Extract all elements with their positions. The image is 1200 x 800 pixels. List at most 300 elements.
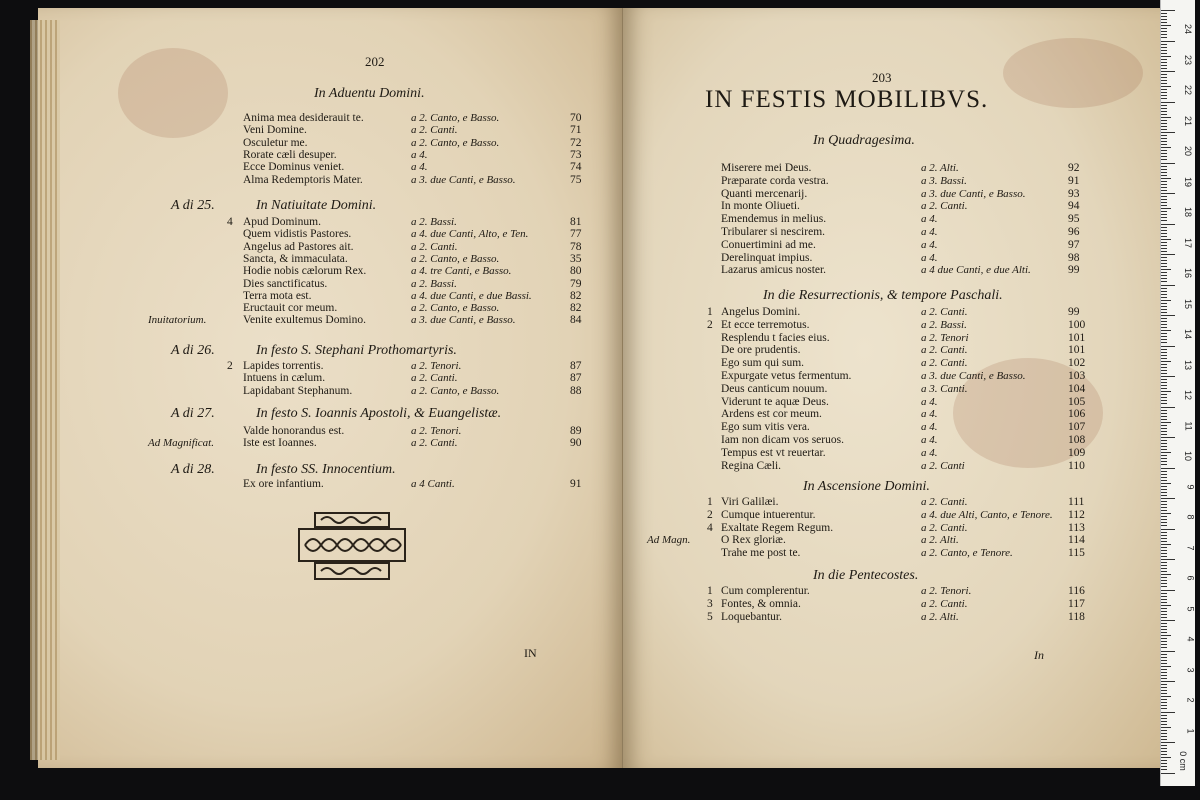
- ruler-tick: [1161, 281, 1167, 282]
- entry-title: Apud Dominum.: [243, 216, 321, 228]
- ruler-tick: [1161, 416, 1167, 417]
- ruler-tick: [1161, 440, 1167, 441]
- entry-title: Tempus est vt reuertar.: [721, 446, 826, 459]
- entry-title: Rorate cæli desuper.: [243, 148, 337, 161]
- ruler-tick: [1161, 278, 1167, 279]
- ruler-tick: [1161, 525, 1167, 526]
- entry-page-number: 78: [570, 240, 582, 253]
- ruler-tick: [1161, 251, 1167, 252]
- ruler-tick: [1161, 208, 1171, 209]
- ruler-tick: [1161, 376, 1175, 377]
- ruler-tick: [1161, 77, 1167, 78]
- entry-title: Viri Galilæi.: [721, 496, 779, 508]
- ruler-tick: [1161, 620, 1175, 621]
- entry-voices: a 2. Canti.: [411, 437, 458, 450]
- entry-voices: a 4.: [921, 434, 938, 446]
- ruler-tick: [1161, 266, 1167, 267]
- ruler-tick: [1161, 288, 1167, 289]
- entry-title: Iam non dicam vos seruos.: [721, 434, 844, 446]
- entry-page-number: 99: [1068, 264, 1080, 277]
- entry-title: Ego sum qui sum.: [721, 357, 805, 370]
- section-heading: In Aduentu Domini.: [314, 86, 425, 101]
- ruler-tick: [1161, 391, 1171, 392]
- ruler-tick: [1161, 474, 1167, 475]
- ruler-tick: [1161, 769, 1167, 770]
- entry-page-number: 35: [570, 252, 582, 265]
- entry-page-number: 113: [1068, 521, 1085, 534]
- ruler-tick: [1161, 583, 1167, 584]
- open-book: [38, 8, 1160, 768]
- entry-voices: a 2. Canti: [921, 459, 965, 472]
- ruler-tick: [1161, 202, 1167, 203]
- ruler-tick: [1161, 254, 1175, 255]
- entry-title: In monte Oliueti.: [721, 200, 800, 213]
- ruler-tick: [1161, 346, 1175, 347]
- entry-title: Tribularer si nescirem.: [721, 226, 826, 238]
- entry-title: Expurgate vetus fermentum.: [721, 370, 852, 382]
- ruler-tick: [1161, 68, 1167, 69]
- ruler-tick: [1161, 364, 1167, 365]
- date-label: A di 28.: [171, 462, 215, 477]
- date-label: A di 26.: [171, 343, 215, 358]
- ruler-tick: [1161, 751, 1167, 752]
- entry-page-number: 71: [570, 124, 582, 137]
- ruler-tick: [1161, 599, 1167, 600]
- entry-voices: a 3. Canti.: [921, 382, 968, 395]
- ruler-tick: [1161, 477, 1167, 478]
- ruler-tick: [1161, 220, 1167, 221]
- ruler-tick: [1161, 651, 1175, 652]
- entry-title: Regina Cæli.: [721, 459, 782, 472]
- entry-voices: a 2. Canti.: [921, 200, 968, 213]
- catchword: IN: [524, 646, 537, 660]
- entry-voices: a 4 Canti.: [411, 478, 455, 490]
- ruler-tick: [1161, 678, 1167, 679]
- entry-page-number: 106: [1068, 408, 1086, 421]
- entry-title: Iste est Ioannes.: [243, 437, 317, 450]
- ruler-tick: [1161, 568, 1167, 569]
- ruler-label: 20: [1182, 145, 1193, 157]
- ruler-tick: [1161, 538, 1167, 539]
- ruler-tick: [1161, 510, 1167, 511]
- ruler-tick: [1161, 647, 1167, 648]
- ruler-tick: [1161, 763, 1167, 764]
- entry-title: Angelus Domini.: [721, 306, 801, 318]
- entry-title: De ore prudentis.: [721, 344, 801, 357]
- entry-page-number: 118: [1068, 610, 1085, 623]
- ruler-tick: [1161, 760, 1167, 761]
- date-label: A di 27.: [171, 406, 215, 421]
- entry-title: Miserere mei Deus.: [721, 162, 812, 174]
- ruler-tick: [1161, 425, 1167, 426]
- entry-voices: a 4.: [411, 148, 428, 161]
- ruler-tick: [1161, 382, 1167, 383]
- ruler-tick: [1161, 269, 1171, 270]
- ruler-tick: [1161, 144, 1167, 145]
- entry-voices: a 2. Tenori.: [411, 425, 462, 437]
- ruler-tick: [1161, 129, 1167, 130]
- ruler-tick: [1161, 123, 1167, 124]
- ruler-tick: [1161, 407, 1175, 408]
- entry-page-number: 87: [570, 360, 582, 372]
- ruler-tick: [1161, 708, 1167, 709]
- entry-voices: a 2. Tenori.: [921, 585, 972, 597]
- ruler-tick: [1161, 260, 1167, 261]
- entry-title: Veni Domine.: [243, 124, 307, 137]
- ruler-tick: [1161, 336, 1167, 337]
- entry-voices: a 2. Canto, e Basso.: [411, 136, 500, 149]
- entry-page-number: 87: [570, 372, 582, 385]
- ruler-tick: [1161, 635, 1171, 636]
- ruler-tick: [1161, 385, 1167, 386]
- entry-title: Trahe me post te.: [721, 547, 801, 560]
- entry-page-number: 104: [1068, 382, 1086, 395]
- entry-title: Anima mea desiderauit te.: [243, 112, 364, 124]
- ruler-label: 22: [1182, 84, 1193, 96]
- entry-voices: a 4.: [921, 408, 938, 421]
- entry-title: Quanti mercenarij.: [721, 187, 808, 200]
- ruler-tick: [1161, 275, 1167, 276]
- entry-title: Intuens in cælum.: [243, 372, 326, 385]
- ruler-tick: [1161, 562, 1167, 563]
- ruler-tick: [1161, 605, 1171, 606]
- entry-voices: a 4.: [921, 446, 938, 459]
- entry-page-number: 97: [1068, 238, 1080, 251]
- ruler-tick: [1161, 428, 1167, 429]
- ruler-tick: [1161, 742, 1175, 743]
- entry-page-number: 80: [570, 265, 582, 278]
- ruler-tick: [1161, 355, 1167, 356]
- entry-page-number: 91: [1068, 174, 1080, 187]
- entry-page-number: 102: [1068, 357, 1086, 370]
- ruler-tick: [1161, 516, 1167, 517]
- entry-title: Ex ore infantium.: [243, 478, 324, 490]
- marginal-note: Inuitatorium.: [148, 314, 207, 327]
- entry-page-number: 90: [570, 437, 582, 450]
- ruler-tick: [1161, 468, 1175, 469]
- ruler-tick: [1161, 358, 1167, 359]
- stain: [1003, 38, 1143, 108]
- ruler-tick: [1161, 773, 1175, 774]
- ruler-tick: [1161, 172, 1167, 173]
- ruler-tick: [1161, 727, 1171, 728]
- ruler-tick: [1161, 53, 1167, 54]
- ruler-tick: [1161, 489, 1167, 490]
- ruler-tick: [1161, 80, 1167, 81]
- ruler-tick: [1161, 529, 1175, 530]
- entry-voices: a 3. due Canti, e Basso.: [921, 187, 1026, 200]
- ruler-tick: [1161, 748, 1167, 749]
- ruler-tick: [1161, 13, 1167, 14]
- entry-title: Lapides torrentis.: [243, 360, 324, 372]
- entry-title: Conuertimini ad me.: [721, 238, 816, 251]
- entry-voices: a 4.: [921, 251, 938, 264]
- ruler-tick: [1161, 205, 1167, 206]
- ruler-tick: [1161, 623, 1167, 624]
- entry-number: 1: [707, 306, 713, 318]
- ruler-tick: [1161, 715, 1167, 716]
- ruler-tick: [1161, 687, 1167, 688]
- ruler-tick: [1161, 501, 1167, 502]
- catchword: In: [1034, 648, 1044, 662]
- ruler-tick: [1161, 757, 1171, 758]
- ruler-label: 8: [1185, 514, 1196, 520]
- ruler-tick: [1161, 248, 1167, 249]
- entry-page-number: 94: [1068, 200, 1080, 213]
- entry-voices: a 2. Canti.: [411, 240, 458, 253]
- entry-page-number: 110: [1068, 459, 1085, 472]
- ruler-tick: [1161, 318, 1167, 319]
- ruler-tick: [1161, 461, 1167, 462]
- left-page: [38, 8, 623, 768]
- entry-voices: a 2. Bassi.: [921, 318, 967, 331]
- entry-voices: a 3. due Canti, e Basso.: [411, 173, 516, 186]
- ruler-label: 11: [1183, 420, 1194, 431]
- entry-page-number: 108: [1068, 434, 1086, 446]
- ruler-tick: [1161, 47, 1167, 48]
- ruler-tick: [1161, 675, 1167, 676]
- entry-title: Et ecce terremotus.: [721, 318, 810, 331]
- entry-page-number: 70: [570, 112, 582, 124]
- entry-voices: a 2. Canti.: [921, 496, 968, 508]
- marginal-note: Ad Magnificat.: [148, 437, 214, 450]
- ruler-tick: [1161, 108, 1167, 109]
- ruler-tick: [1161, 303, 1167, 304]
- ruler-tick: [1161, 211, 1167, 212]
- entry-voices: a 4.: [921, 226, 938, 238]
- entry-title: Cumque intuerentur.: [721, 508, 816, 521]
- ruler-tick: [1161, 28, 1167, 29]
- entry-title: Lazarus amicus noster.: [721, 264, 827, 277]
- ruler-tick: [1161, 196, 1167, 197]
- ruler-tick: [1161, 394, 1167, 395]
- ruler-tick: [1161, 693, 1167, 694]
- entry-title: Exaltate Regem Regum.: [721, 521, 834, 534]
- entry-title: Cum complerentur.: [721, 585, 810, 597]
- ruler-tick: [1161, 608, 1167, 609]
- entry-page-number: 84: [570, 314, 582, 327]
- entry-number: 4: [227, 216, 233, 228]
- ruler-label: 24: [1182, 23, 1193, 35]
- ruler-tick: [1161, 449, 1167, 450]
- marginal-note: Ad Magn.: [647, 534, 691, 547]
- ruler-tick: [1161, 169, 1167, 170]
- ruler-tick: [1161, 132, 1175, 133]
- ruler-tick: [1161, 559, 1175, 560]
- ruler-tick: [1161, 285, 1175, 286]
- ruler-tick: [1161, 733, 1167, 734]
- ruler-tick: [1161, 629, 1167, 630]
- entry-voices: a 4.: [921, 421, 938, 434]
- ruler-tick: [1161, 638, 1167, 639]
- entry-title: Ego sum vitis vera.: [721, 421, 810, 434]
- entry-voices: a 3. due Canti, e Basso.: [921, 370, 1026, 382]
- ruler-tick: [1161, 766, 1167, 767]
- entry-page-number: 100: [1068, 318, 1086, 331]
- ruler-tick: [1161, 532, 1167, 533]
- ruler-tick: [1161, 321, 1167, 322]
- ruler-tick: [1161, 413, 1167, 414]
- ruler-tick: [1161, 535, 1167, 536]
- ruler-tick: [1161, 245, 1167, 246]
- entry-voices: a 4.: [921, 395, 938, 408]
- ruler-tick: [1161, 541, 1167, 542]
- ruler-tick: [1161, 553, 1167, 554]
- entry-voices: a 2. Canto, e Tenore.: [921, 547, 1013, 560]
- entry-title: Terra mota est.: [243, 289, 312, 302]
- ruler-tick: [1161, 602, 1167, 603]
- entry-title: Derelinquat impius.: [721, 251, 813, 264]
- ruler-tick: [1161, 181, 1167, 182]
- entry-voices: a 2. Canto, e Basso.: [411, 384, 500, 397]
- ruler-tick: [1161, 400, 1167, 401]
- ruler-tick: [1161, 580, 1167, 581]
- ruler-tick: [1161, 547, 1167, 548]
- entry-title: Ardens est cor meum.: [721, 408, 822, 421]
- ruler-tick: [1161, 690, 1167, 691]
- ruler-tick: [1161, 227, 1167, 228]
- entry-page-number: 109: [1068, 446, 1086, 459]
- ruler-tick: [1161, 50, 1167, 51]
- ruler-tick: [1161, 431, 1167, 432]
- ruler-tick: [1161, 464, 1167, 465]
- ruler-tick: [1161, 306, 1167, 307]
- ruler-label: 17: [1182, 237, 1193, 248]
- entry-title: Ecce Dominus veniet.: [243, 161, 345, 174]
- entry-page-number: 79: [570, 277, 582, 290]
- ruler-tick: [1161, 16, 1167, 17]
- ruler-tick: [1161, 730, 1167, 731]
- entry-voices: a 2. Alti.: [921, 534, 959, 547]
- ruler-tick: [1161, 754, 1167, 755]
- ruler-tick: [1161, 230, 1167, 231]
- ruler-tick: [1161, 71, 1175, 72]
- ruler-tick: [1161, 105, 1167, 106]
- ruler-tick: [1161, 495, 1167, 496]
- ruler-tick: [1161, 291, 1167, 292]
- section-heading: In festo SS. Innocentium.: [256, 462, 396, 477]
- ruler-label: 16: [1182, 267, 1193, 279]
- section-heading: In die Pentecostes.: [813, 568, 919, 583]
- ruler-tick: [1161, 641, 1167, 642]
- ruler-tick: [1161, 702, 1167, 703]
- ruler-tick: [1161, 19, 1167, 20]
- entry-title: Venite exultemus Domino.: [243, 314, 366, 327]
- entry-title: Præparate corda vestra.: [721, 174, 829, 187]
- ruler-tick: [1161, 150, 1167, 151]
- ruler-tick: [1161, 739, 1167, 740]
- entry-page-number: 105: [1068, 395, 1086, 408]
- ruler-tick: [1161, 102, 1175, 103]
- entry-page-number: 74: [570, 161, 582, 174]
- ruler-tick: [1161, 486, 1167, 487]
- ruler-tick: [1161, 309, 1167, 310]
- ruler-tick: [1161, 233, 1167, 234]
- ruler-tick: [1161, 593, 1167, 594]
- entry-page-number: 107: [1068, 421, 1086, 434]
- ruler-tick: [1161, 242, 1167, 243]
- ruler-tick: [1161, 300, 1171, 301]
- ruler-tick: [1161, 83, 1167, 84]
- ruler-tick: [1161, 187, 1167, 188]
- ruler-tick: [1161, 22, 1167, 23]
- entry-voices: a 2. Canto, e Basso.: [411, 302, 500, 315]
- ruler-tick: [1161, 556, 1167, 557]
- ruler-tick: [1161, 724, 1167, 725]
- ruler-tick: [1161, 504, 1167, 505]
- ruler-tick: [1161, 239, 1171, 240]
- entry-title: Eructauit cor meum.: [243, 302, 338, 315]
- ruler-tick: [1161, 272, 1167, 273]
- ruler-tick: [1161, 224, 1175, 225]
- ruler-tick: [1161, 626, 1167, 627]
- entry-title: Viderunt te aquæ Deus.: [721, 395, 829, 408]
- ruler-tick: [1161, 342, 1167, 343]
- entry-page-number: 92: [1068, 162, 1080, 174]
- page-number: 202: [365, 54, 385, 69]
- ruler-tick: [1161, 452, 1171, 453]
- ruler-tick: [1161, 135, 1167, 136]
- ruler-label: 6: [1185, 575, 1196, 581]
- ruler-tick: [1161, 153, 1167, 154]
- ruler-tick: [1161, 644, 1167, 645]
- entry-page-number: 88: [570, 384, 582, 397]
- ruler-tick: [1161, 257, 1167, 258]
- ruler-tick: [1161, 178, 1171, 179]
- entry-title: Osculetur me.: [243, 136, 308, 149]
- ruler-tick: [1161, 410, 1167, 411]
- entry-voices: a 2. Canti.: [921, 597, 968, 610]
- ruler-tick: [1161, 632, 1167, 633]
- ruler-tick: [1161, 519, 1167, 520]
- ruler-tick: [1161, 403, 1167, 404]
- entry-title: Lapidabant Stephanum.: [243, 384, 353, 397]
- page-edges: [30, 20, 60, 760]
- entry-page-number: 101: [1068, 344, 1086, 357]
- ruler-tick: [1161, 333, 1167, 334]
- ruler-label: 5: [1185, 605, 1196, 612]
- ruler-tick: [1161, 721, 1167, 722]
- ruler-tick: [1161, 117, 1171, 118]
- entry-voices: a 4 due Canti, e due Alti.: [921, 264, 1031, 277]
- ruler-tick: [1161, 59, 1167, 60]
- ruler-tick: [1161, 44, 1167, 45]
- ruler-tick: [1161, 379, 1167, 380]
- ruler-tick: [1161, 31, 1167, 32]
- ruler-label: 21: [1182, 115, 1193, 126]
- entry-voices: a 2. Canti.: [921, 521, 968, 534]
- ruler-tick: [1161, 92, 1167, 93]
- ruler-tick: [1161, 147, 1171, 148]
- ruler-label: 19: [1182, 176, 1193, 187]
- entry-page-number: 114: [1068, 534, 1085, 547]
- ruler-tick: [1161, 10, 1175, 11]
- ruler-tick: [1161, 712, 1175, 713]
- entry-page-number: 112: [1068, 508, 1085, 521]
- ruler-tick: [1161, 455, 1167, 456]
- entry-page-number: 96: [1068, 226, 1080, 238]
- entry-page-number: 115: [1068, 547, 1085, 560]
- ruler-tick: [1161, 705, 1167, 706]
- entry-page-number: 77: [570, 228, 582, 241]
- entry-voices: a 4. due Canti, Alto, e Ten.: [411, 228, 529, 241]
- ruler-tick: [1161, 574, 1171, 575]
- ruler-label: 9: [1185, 483, 1196, 490]
- entry-title: O Rex gloriæ.: [721, 534, 786, 547]
- ruler-tick: [1161, 190, 1167, 191]
- ruler-tick: [1161, 480, 1167, 481]
- entry-voices: a 4.: [921, 213, 938, 226]
